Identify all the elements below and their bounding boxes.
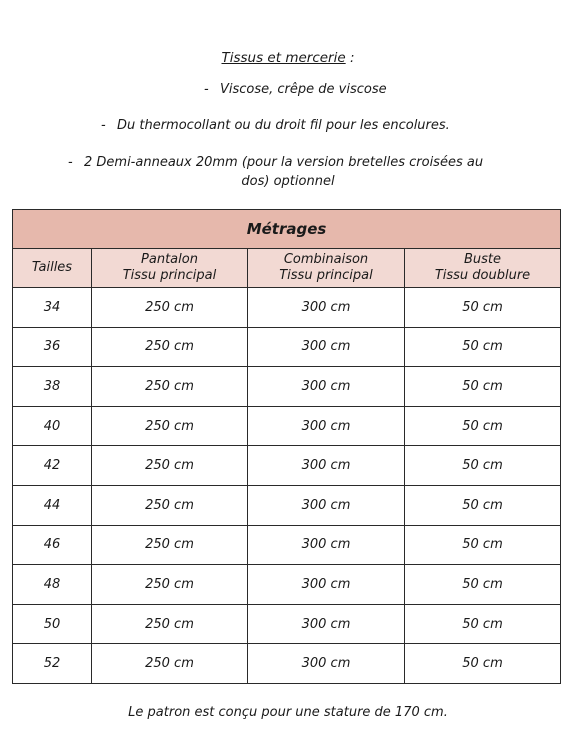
size-cell: 44 <box>13 485 92 525</box>
combinaison-cell: 300 cm <box>248 288 405 328</box>
table-row <box>13 367 561 407</box>
column-header-buste: Buste Tissu doublure <box>405 249 561 288</box>
column-header-tailles: Tailles <box>13 249 92 288</box>
column-header-combinaison: Combinaison Tissu principal <box>248 249 405 288</box>
size-cell: 38 <box>13 367 92 407</box>
combinaison-cell: 300 cm <box>248 406 405 446</box>
pantalon-cell: 250 cm <box>92 288 248 328</box>
pantalon-cell: 250 cm <box>92 565 248 605</box>
bullet-dash: - <box>101 118 106 133</box>
size-cell: 36 <box>13 327 92 367</box>
combinaison-cell: 300 cm <box>248 525 405 565</box>
table-row <box>13 604 561 644</box>
section-heading <box>0 50 576 66</box>
size-cell: 48 <box>13 565 92 605</box>
table-title: Métrages <box>13 210 561 249</box>
buste-cell: 50 cm <box>405 485 561 525</box>
bullet-text: Viscose, crêpe de viscose <box>220 82 387 97</box>
size-cell: 52 <box>13 644 92 684</box>
bullet-item <box>204 80 387 99</box>
combinaison-cell: 300 cm <box>248 644 405 684</box>
combinaison-cell: 300 cm <box>248 565 405 605</box>
bullet-dash: - <box>204 82 209 97</box>
bullet-text: 2 Demi-anneaux 20mm (pour la version bretelles croisées au <box>84 155 484 170</box>
buste-cell: 50 cm <box>405 327 561 367</box>
bullet-item-continuation <box>0 172 576 191</box>
pantalon-cell: 250 cm <box>92 327 248 367</box>
pantalon-cell: 250 cm <box>92 485 248 525</box>
size-cell: 40 <box>13 406 92 446</box>
pantalon-cell: 250 cm <box>92 446 248 486</box>
section-title: Tissus et mercerie <box>221 50 346 66</box>
table-row <box>13 644 561 684</box>
pantalon-cell: 250 cm <box>92 525 248 565</box>
buste-cell: 50 cm <box>405 446 561 486</box>
bullet-text-continued: dos) optionnel <box>241 174 335 189</box>
footer-note: Le patron est conçu pour une stature de 170 cm. <box>128 705 448 720</box>
pantalon-cell: 250 cm <box>92 367 248 407</box>
pantalon-cell: 250 cm <box>92 604 248 644</box>
buste-cell: 50 cm <box>405 288 561 328</box>
size-cell: 42 <box>13 446 92 486</box>
pantalon-cell: 250 cm <box>92 406 248 446</box>
pantalon-cell: 250 cm <box>92 644 248 684</box>
combinaison-cell: 300 cm <box>248 446 405 486</box>
buste-cell: 50 cm <box>405 406 561 446</box>
combinaison-cell: 300 cm <box>248 485 405 525</box>
table-row <box>13 525 561 565</box>
bullet-text: Du thermocollant ou du droit fil pour les encolures. <box>117 118 450 133</box>
combinaison-cell: 300 cm <box>248 604 405 644</box>
buste-cell: 50 cm <box>405 525 561 565</box>
table-row <box>13 288 561 328</box>
buste-cell: 50 cm <box>405 644 561 684</box>
table-row <box>13 327 561 367</box>
bullet-dash: - <box>68 155 73 170</box>
combinaison-cell: 300 cm <box>248 367 405 407</box>
buste-cell: 50 cm <box>405 565 561 605</box>
column-header-pantalon: Pantalon Tissu principal <box>92 249 248 288</box>
bullet-item <box>68 153 483 172</box>
size-cell: 34 <box>13 288 92 328</box>
table-row <box>13 406 561 446</box>
section-title-suffix: : <box>345 50 355 66</box>
table-row <box>13 446 561 486</box>
size-cell: 46 <box>13 525 92 565</box>
metrages-table <box>12 209 561 684</box>
bullet-item <box>101 116 450 135</box>
buste-cell: 50 cm <box>405 367 561 407</box>
combinaison-cell: 300 cm <box>248 327 405 367</box>
buste-cell: 50 cm <box>405 604 561 644</box>
size-cell: 50 <box>13 604 92 644</box>
table-row <box>13 485 561 525</box>
table-row <box>13 565 561 605</box>
